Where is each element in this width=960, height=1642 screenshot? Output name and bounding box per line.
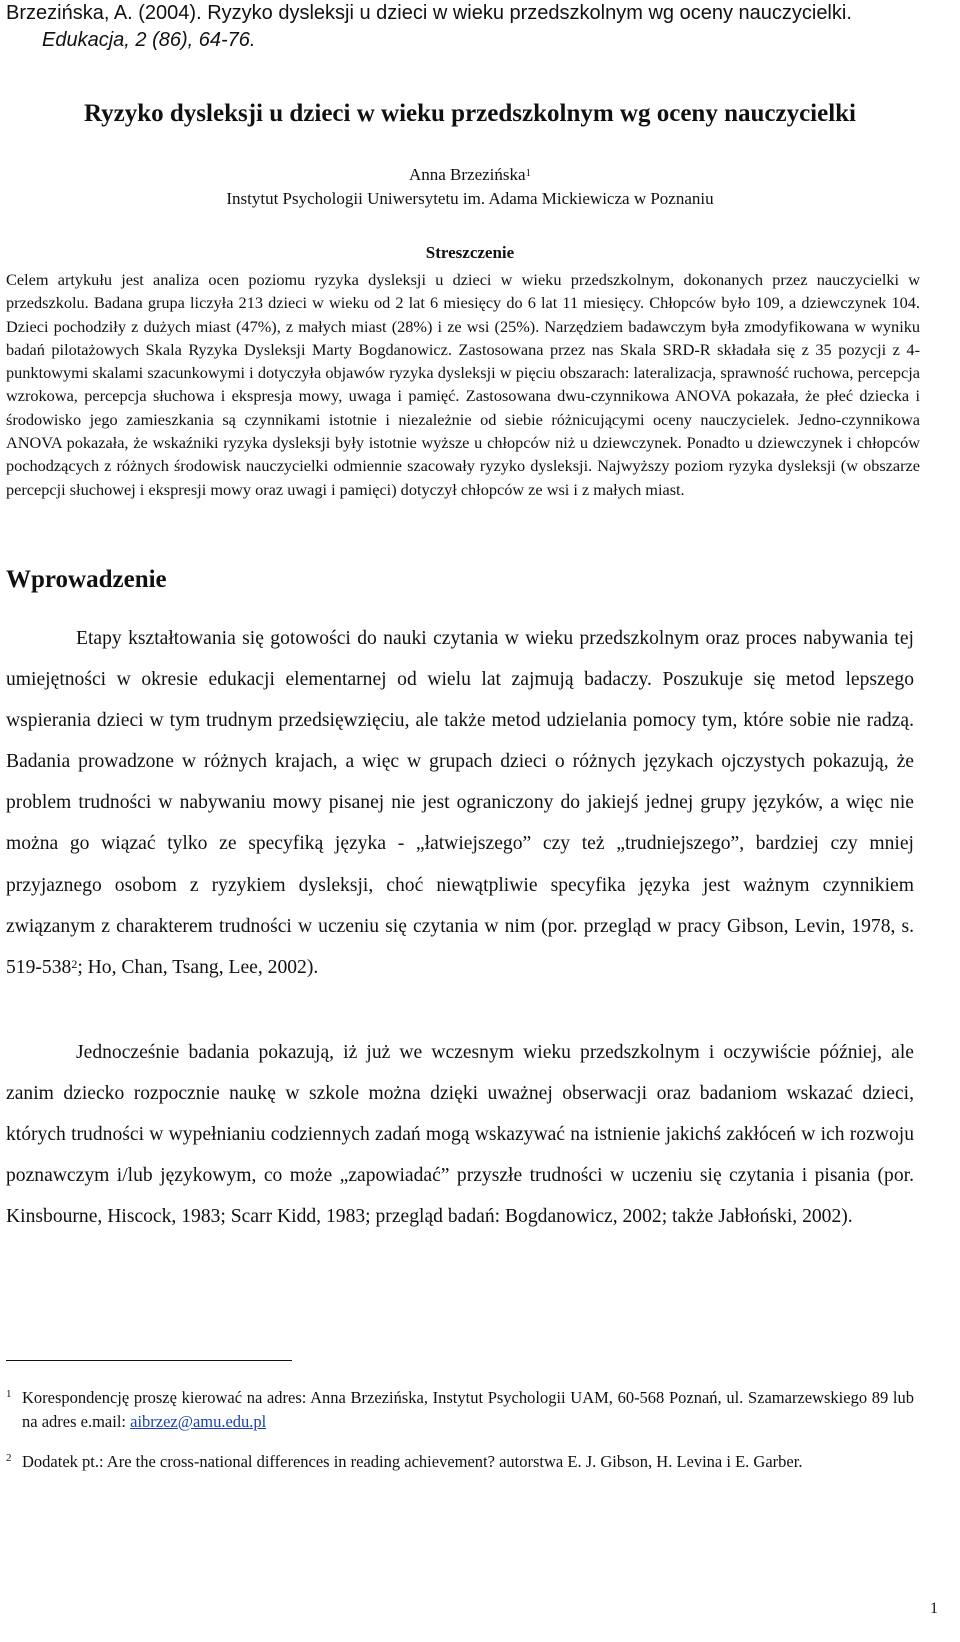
- paragraph-1-text: Etapy kształtowania się gotowości do nauki czytania w wieku przedszkolnym oraz proces nabywania tej umiejętności w okresie edukacji elementarnej od wielu lat zajmują badaczy. Poszukuje się metod lepszego wspierania dzieci w tym trudnym przedsięwzięciu, ale także metod udzielania pomocy tym, które sobie nie radzą. Badania prowadzone w różnych krajach, a więc w grupach dzieci o różnych językach ojczystych pokazują, że problem trudności w nabywaniu mowy pisanej nie jest ograniczony do jakiejś jednej grupy języków, a więc nie można go wiązać tylko ze specyfiką języka - „łatwiejszego” czy też „trudniejszego”, bardziej czy mniej przyjaznego osobom z ryzykiem dysleksji, choć niewątpliwie specyfika języka jest ważnym czynnikiem związanym z charakterem trudności w uczeniu się czytania w nim (por. przegląd w pracy Gibson, Levin, 1978, s. 519-538: [6, 628, 914, 978]
- paper-title: Ryzyko dysleksji u dzieci w wieku przedszkolnym wg oceny nauczycielki: [83, 100, 857, 127]
- paragraph-2-text: Jednocześnie badania pokazują, iż już we wczesnym wieku przedszkolnym i oczywiście później, ale zanim dziecko rozpocznie naukę w szkole można dzięki uważnej obserwacji oraz badaniom wskazać dzieci, których trudności w wypełnianiu codziennych zadań mogą wskazywać na istnienie jakichś zakłóceń w ich rozwoju poznawczym i/lub językowym, co może „zapowiadać” przyszłe trudności w uczeniu się czytania i pisania (por. Kinsbourne, Hiscock, 1983; Scarr Kidd, 1983; przegląd badań: Bogdanowicz, 2002; także Jabłoński, 2002).: [6, 1042, 914, 1228]
- footnote-1: [6, 1386, 914, 1433]
- citation-line-2: Edukacja, 2 (86), 64-76.: [42, 29, 256, 51]
- footnote-divider: [6, 1360, 292, 1361]
- abstract-heading: Streszczenie: [425, 243, 515, 262]
- author-affiliation: Instytut Psychologii Uniwersytetu im. Adama Mickiewicza w Poznaniu: [226, 189, 714, 208]
- page-number: 1: [930, 1600, 938, 1617]
- footnote-email-link[interactable]: aibrzez@amu.edu.pl: [130, 1411, 267, 1431]
- citation: [6, 0, 946, 54]
- footnote-ref-2: 2: [71, 956, 78, 971]
- author-name: Anna Brzezińska: [408, 165, 526, 184]
- footnote-2: [6, 1450, 914, 1474]
- footnote-1-text: Korespondencję proszę kierować na adres: Anna Brzezińska, Instytut Psychologii UAM, 60-568 Poznań, ul. Szamarzewskiego 89 lub na adres e.mail:: [22, 1388, 914, 1431]
- author-footnote-mark: 1: [525, 167, 532, 179]
- footnote-2-mark: 2: [6, 1452, 12, 1464]
- abstract-text: Celem artykułu jest analiza ocen poziomu ryzyka dysleksji u dzieci w wieku przedszkolnym, dokonanych przez nauczycielki w przedszkolu. Badana grupa liczyła 213 dzieci w wieku od 2 lat 6 miesięcy do 6 lat 11 miesięcy. Chłopców było 109, a dziewczynek 104. Dzieci pochodziły z dużych miast (47%), z małych miast (28%) i ze wsi (25%). Narzędziem badawczym była zmodyfikowana w wyniku badań pilotażowych Skala Ryzyka Dysleksji Marty Bogdanowicz. Zastosowana przez nas Skala SRD-R składała się z 35 pozycji z 4-punktowymi skalami szacunkowymi i dotyczyła objawów ryzyka dysleksji w pięciu obszarach: lateralizacja, sprawność ruchowa, percepcja wzrokowa, percepcja słuchowa i ekspresja mowy, uwaga i pamięć. Zastosowana dwu-czynnikowa ANOVA pokazała, że płeć dziecka i środowisko jego zamieszkania są czynnikami istotnie i niezależnie od siebie różnicującymi oceny nauczycielek. Jedno-czynnikowa ANOVA pokazała, że wskaźniki ryzyka dysleksji były istotnie wyższe u chłopców niż u dziewczynek. Ponadto u dziewczynek i chłopców pochodzących z różnych środowisk nauczycielki odmiennie szacowały ryzyko dysleksji. Najwyższy poziom ryzyka dysleksji (w obszarze percepcji słuchowej i ekspresji mowy oraz uwagi i pamięci) dotyczył chłopców ze wsi i z małych miast.: [6, 270, 920, 499]
- footnote-1-mark: 1: [6, 1388, 12, 1400]
- section-heading: Wprowadzenie: [6, 566, 167, 593]
- footnote-2-text: Dodatek pt.: Are the cross-national differences in reading achievement? autorstwa E. J. Gibson, H. Levina i E. Garber.: [22, 1452, 803, 1471]
- body-paragraph-2: [6, 1032, 914, 1237]
- body-paragraph-1: [6, 618, 914, 988]
- citation-line-1: Brzezińska, A. (2004). Ryzyko dysleksji u dzieci w wieku przedszkolnym wg oceny nauczycielki.: [6, 2, 852, 24]
- author-block: [0, 163, 940, 211]
- paragraph-1-tail: ; Ho, Chan, Tsang, Lee, 2002).: [77, 956, 319, 978]
